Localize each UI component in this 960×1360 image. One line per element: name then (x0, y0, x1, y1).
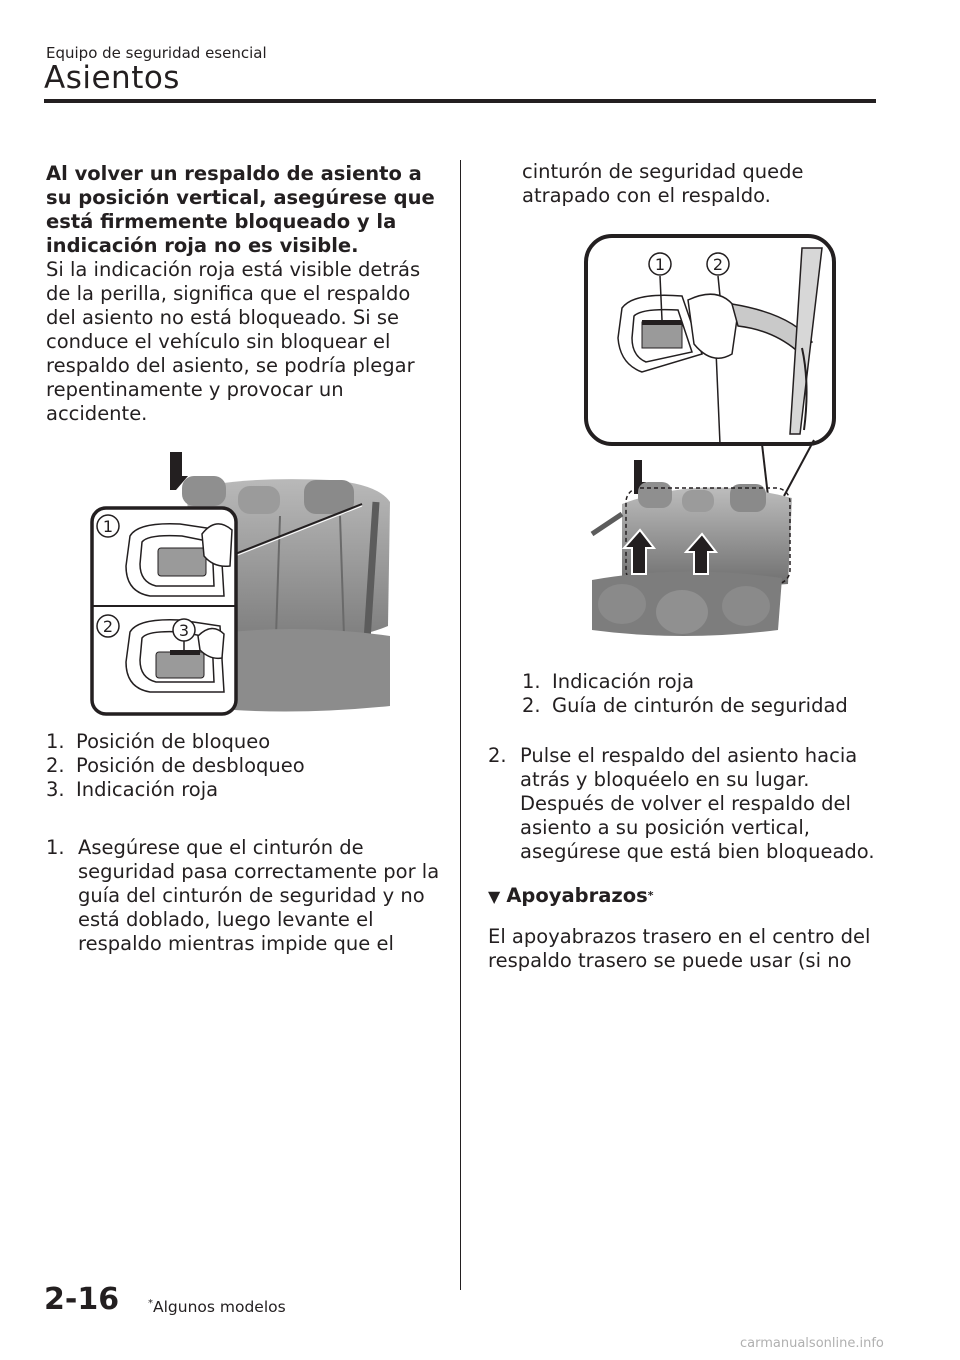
warning-text: Si la indicación roja está visible detrás de la perilla, significa que el respaldo del asiento no está bloqueado. Si se conduce el vehículo sin bloquear el respaldo del asiento, se podría plegar repentinamente y provocar un accidente. (46, 258, 421, 425)
step-2-text: Pulse el respaldo del asiento hacia atrás y bloquéelo en su lugar. Después de volver el respaldo del asiento a su posición vertical, asegúrese que está bien bloqueado. (520, 744, 875, 863)
triangle-marker-icon: ▼ (488, 887, 501, 906)
step-1: 1. Asegúrese que el cinturón de seguridad pasa correctamente por la guía del cinturón de seguridad y no está doblado, luego levante el respaldo mientras impide que el (46, 836, 446, 956)
legend-item: 2. Guía de cinturón de seguridad (522, 694, 848, 717)
warning-heading: Al volver un respaldo de asiento a su posición vertical, asegúrese que está firmemente bloqueado y la indicación roja no es visible. (46, 162, 435, 257)
footnote: *Algunos modelos (148, 1298, 286, 1317)
callout-2: 2 (102, 617, 114, 636)
step-2: 2. Pulse el respaldo del asiento hacia atrás y bloquéelo en su lugar. Después de volver el respaldo del asiento a su posición vertical, asegúrese que está bien bloqueado. (488, 744, 890, 864)
belt-guide-illustration (582, 234, 839, 664)
watermark: carmanualsonline.info (740, 1336, 884, 1351)
column-divider (460, 160, 461, 1290)
step-1-text: Asegúrese que el cinturón de seguridad pasa correctamente por la guía del cinturón de seguridad y no está doblado, luego levante el respaldo mientras impide que el (78, 836, 440, 955)
seatback-lock-illustration (90, 446, 395, 718)
figure2-legend (490, 670, 890, 718)
callout-2: 2 (712, 255, 724, 274)
callout-1: 1 (654, 255, 666, 274)
legend-item: 1. Posición de bloqueo (46, 730, 271, 753)
legend-item: 2. Posición de desbloqueo (46, 754, 305, 777)
continuation-text: cinturón de seguridad quede atrapado con el respaldo. (522, 160, 804, 207)
armrest-heading: ▼ Apoyabrazos * (488, 884, 654, 907)
left-lower-column (46, 730, 446, 956)
header-rule (44, 99, 876, 103)
legend-item: 3. Indicación roja (46, 778, 219, 801)
callout-1: 1 (102, 517, 114, 536)
legend-item: 1. Indicación roja (522, 670, 695, 693)
section-name: Equipo de seguridad esencial (46, 44, 267, 62)
page-number: 2-16 (44, 1282, 120, 1317)
right-column (490, 160, 890, 208)
right-lower-column (490, 670, 890, 973)
armrest-paragraph: El apoyabrazos trasero en el centro del respaldo trasero se puede usar (si no (488, 925, 871, 972)
left-column (46, 162, 446, 426)
callout-3: 3 (178, 621, 190, 640)
page-title: Asientos (44, 60, 180, 96)
figure1-legend (46, 730, 446, 802)
